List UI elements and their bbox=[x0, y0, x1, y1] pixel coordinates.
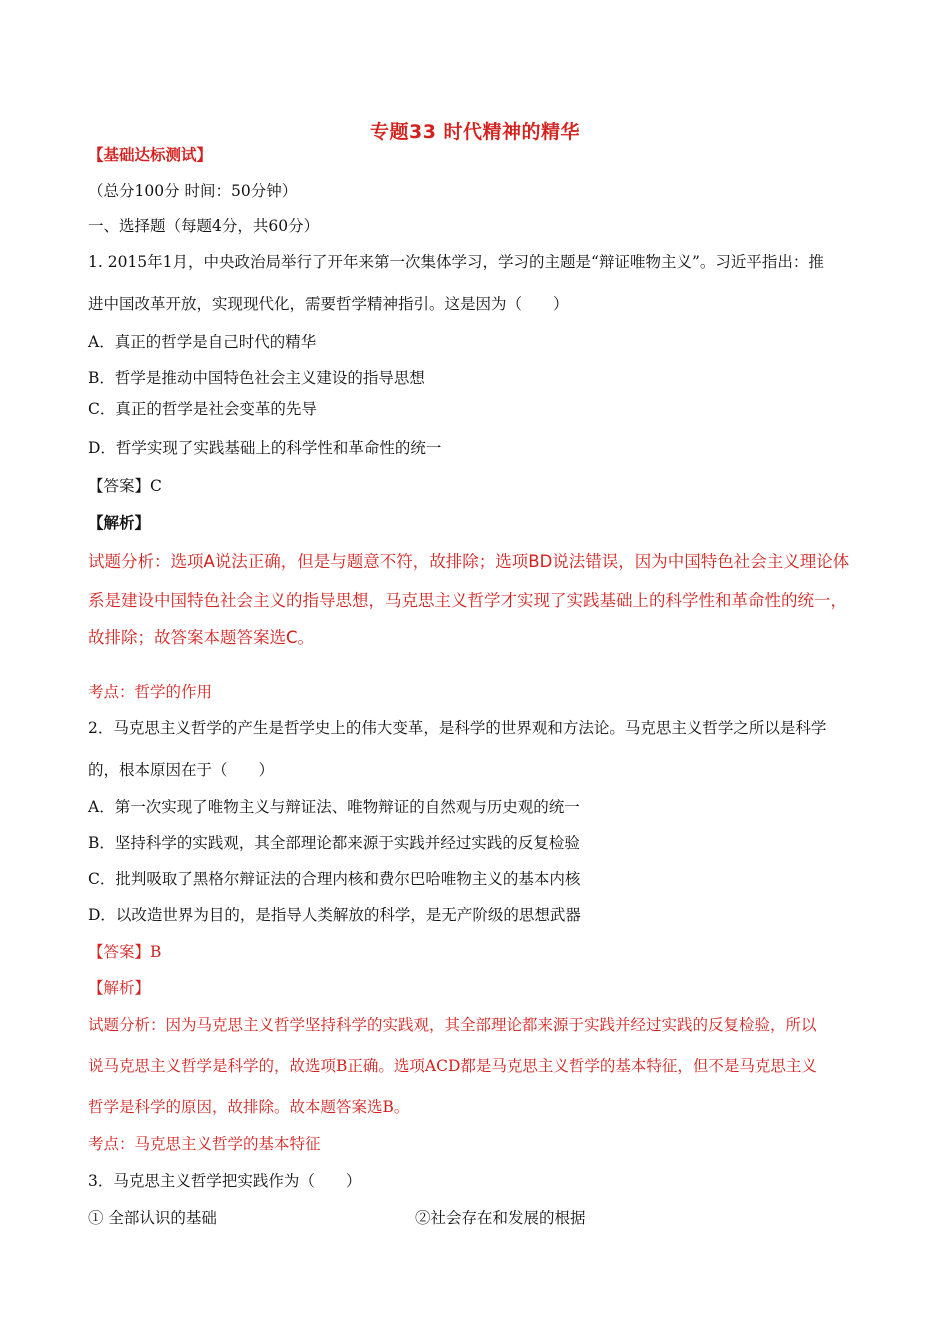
question-1-kaodian: 考点：哲学的作用 bbox=[88, 683, 213, 701]
question-1-stem-cont: 进中国改革开放，实现现代化，需要哲学精神指引。这是因为（ ） bbox=[88, 295, 569, 313]
part-heading: 一、选择题（每题4分，共60分） bbox=[88, 217, 320, 235]
question-2-option-d: D．以改造世界为目的，是指导人类解放的科学，是无产阶级的思想武器 bbox=[88, 906, 581, 924]
question-1-option-b: B．哲学是推动中国特色社会主义建设的指导思想 bbox=[88, 369, 425, 387]
section-tag: 【基础达标测试】 bbox=[88, 145, 213, 164]
question-1-analysis-line: 试题分析：选项A说法正确，但是与题意不符，故排除；选项BD说法错误，因为中国特色社会主义理论体 bbox=[88, 552, 850, 571]
question-2-kaodian: 考点：马克思主义哲学的基本特征 bbox=[88, 1135, 321, 1153]
question-1-option-c: C．真正的哲学是社会变革的先导 bbox=[88, 400, 317, 418]
question-1-option-a: A．真正的哲学是自己时代的精华 bbox=[88, 333, 317, 351]
question-1-stem: 1. 2015年1月，中央政治局举行了开年来第一次集体学习，学习的主题是“辩证唯物主义”。习近平指出：推 bbox=[88, 253, 824, 271]
question-1-analysis-line: 系是建设中国特色社会主义的指导思想，马克思主义哲学才实现了实践基础上的科学性和革命性的统一， bbox=[88, 591, 847, 610]
question-2-answer: 【答案】B bbox=[88, 943, 162, 961]
question-2-stem: 2．马克思主义哲学的产生是哲学史上的伟大变革，是科学的世界观和方法论。马克思主义哲学之所以是科学 bbox=[88, 719, 827, 737]
question-3-stem: 3．马克思主义哲学把实践作为（ ） bbox=[88, 1172, 362, 1190]
question-1-analysis-label: 【解析】 bbox=[88, 513, 151, 532]
page-title: 专题33 时代精神的精华 bbox=[369, 121, 581, 143]
exam-info: （总分100分 时间：50分钟） bbox=[88, 182, 298, 200]
question-2-analysis-line: 哲学是科学的原因，故排除。故本题答案选B。 bbox=[88, 1098, 410, 1116]
question-2-option-a: A．第一次实现了唯物主义与辩证法、唯物辩证的自然观与历史观的统一 bbox=[88, 798, 580, 816]
question-2-option-c: C．批判吸取了黑格尔辩证法的合理内核和费尔巴哈唯物主义的基本内核 bbox=[88, 870, 581, 888]
question-2-analysis-line: 试题分析：因为马克思主义哲学坚持科学的实践观，其全部理论都来源于实践并经过实践的反复检验，所以 bbox=[88, 1016, 817, 1034]
question-1-answer: 【答案】C bbox=[88, 477, 162, 495]
question-2-option-b: B．坚持科学的实践观，其全部理论都来源于实践并经过实践的反复检验 bbox=[88, 834, 580, 852]
question-1-option-d: D．哲学实现了实践基础上的科学性和革命性的统一 bbox=[88, 439, 442, 457]
question-3-item-1: ① 全部认识的基础 bbox=[88, 1209, 217, 1227]
question-2-stem-cont: 的，根本原因在于（ ） bbox=[88, 761, 275, 779]
question-2-analysis-label: 【解析】 bbox=[88, 979, 151, 997]
question-2-analysis-line: 说马克思主义哲学是科学的，故选项B正确。选项ACD都是马克思主义哲学的基本特征，但不是马克思主义 bbox=[88, 1057, 817, 1075]
question-3-item-2: ②社会存在和发展的根据 bbox=[415, 1209, 586, 1227]
question-1-analysis-line: 故排除；故答案本题答案选C。 bbox=[88, 628, 315, 647]
